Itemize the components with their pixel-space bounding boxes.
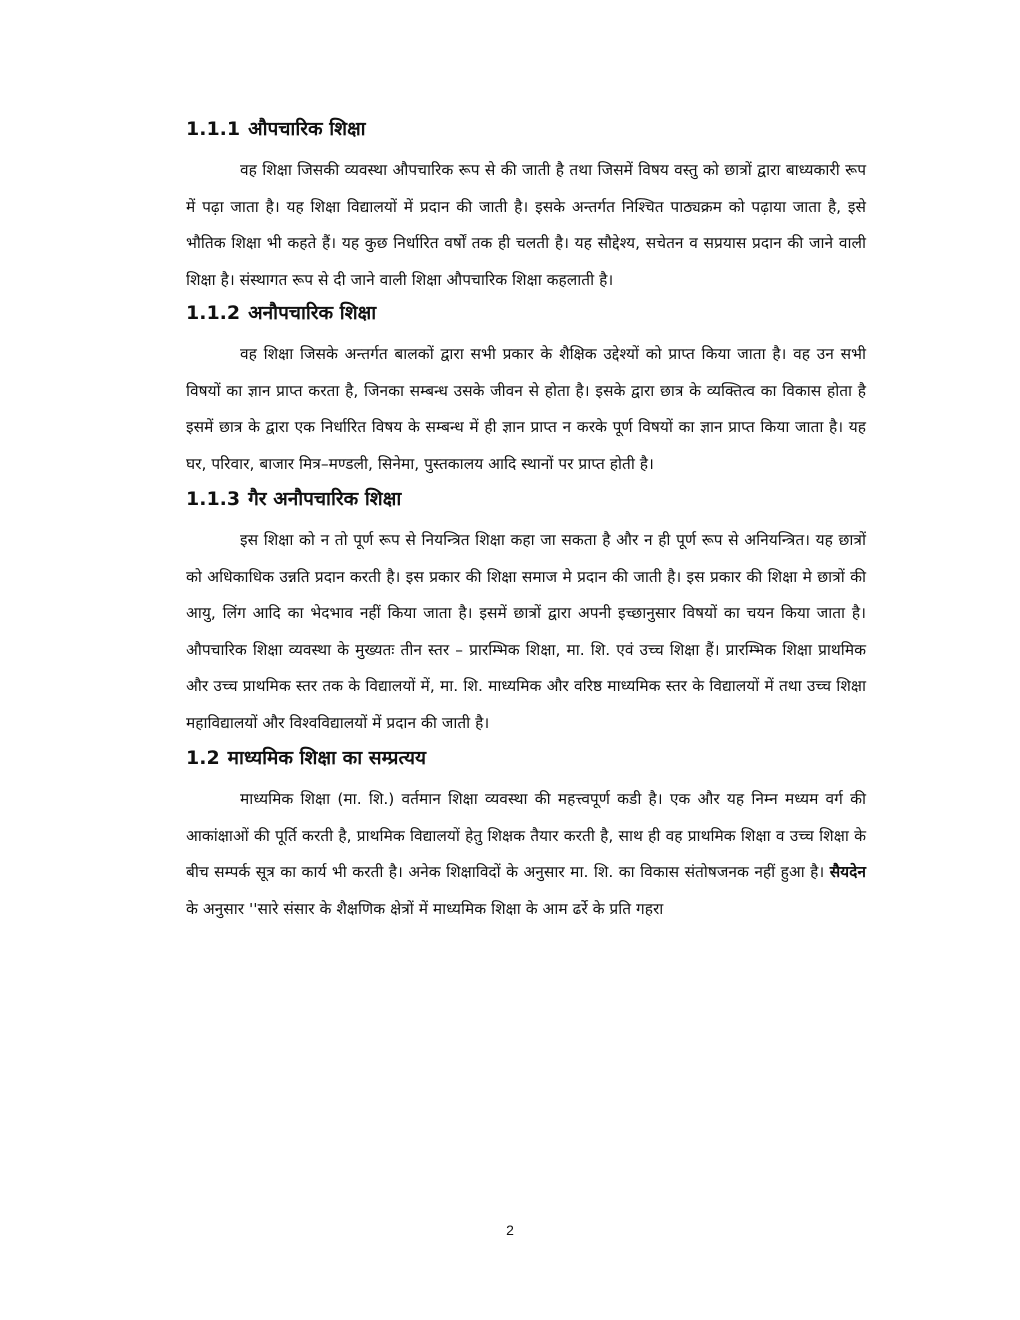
section-heading-1-2 — [186, 743, 866, 773]
section-heading-1-1-1 — [186, 114, 866, 144]
section-paragraph-1-2 — [186, 781, 866, 927]
section-number: 1.1.2 — [186, 302, 241, 324]
paragraph-text: के अनुसार ''सारे संसार के शैक्षणिक क्षेत्रों में माध्यमिक शिक्षा के आम ढर्रे के प्रति गहरा — [186, 899, 664, 918]
section-number: 1.1.1 — [186, 118, 241, 140]
section-heading-1-1-3 — [186, 484, 866, 514]
section-title: गैर अनौपचारिक शिक्षा — [248, 488, 402, 510]
section-paragraph-1-1-1: वह शिक्षा जिसकी व्यवस्था औपचारिक रूप से की जाती है तथा जिसमें विषय वस्तु को छात्रों द्वारा बाध्यकारी रूप में पढ़ा जाता है। यह शिक्षा विद्यालयों में प्रदान की जाती है। इसके अन्तर्गत निश्चित पाठ्यक्रम को पढ़ाया जाता है, इसे भौतिक शिक्षा भी कहते हैं। यह कुछ निर्धारित वर्षों तक ही चलती है। यह सौद्देश्य, सचेतन व सप्रयास प्रदान की जाने वाली शिक्षा है। संस्थागत रूप से दी जाने वाली शिक्षा औपचारिक शिक्षा कहलाती है। — [186, 161, 866, 289]
paragraph-text: माध्यमिक शिक्षा (मा. शि.) वर्तमान शिक्षा व्यवस्था की महत्त्वपूर्ण कडी है। एक और यह निम्न मध्यम वर्ग की आकांक्षाओं की पूर्ति करती है, प्राथमिक विद्यालयों हेतु शिक्षक तैयार करती है, साथ ही वह प्राथमिक शिक्षा व उच्च शिक्षा के बीच सम्पर्क सूत्र का कार्य भी करती है। अनेक शिक्षाविदों के अनुसार मा. शि. का विकास संतोषजनक नहीं हुआ है। — [186, 790, 866, 881]
section-title: औपचारिक शिक्षा — [248, 118, 366, 140]
section-number: 1.2 — [186, 747, 220, 769]
section-paragraph-1-1-2: वह शिक्षा जिसके अन्तर्गत बालकों द्वारा सभी प्रकार के शैक्षिक उद्देश्यों को प्राप्त किया जाता है। वह उन सभी विषयों का ज्ञान प्राप्त करता है, जिनका सम्बन्ध उसके जीवन से होता है। इसके द्वारा छात्र के व्यक्तित्व का विकास होता है इसमें छात्र के द्वारा एक निर्धारित विषय के सम्बन्ध में ही ज्ञान प्राप्त न करके पूर्ण विषयों का ज्ञान प्राप्त किया जाता है। यह घर, परिवार, बाजार मित्र–मण्डली, सिनेमा, पुस्तकालय आदि स्थानों पर प्राप्त होती है। — [186, 345, 866, 473]
page-number: 2 — [506, 1222, 514, 1238]
bold-author-name: सैयदेन — [829, 863, 866, 881]
section-heading-1-1-2 — [186, 298, 866, 328]
page-content — [186, 112, 866, 927]
section-title: अनौपचारिक शिक्षा — [248, 302, 377, 324]
section-number: 1.1.3 — [186, 488, 241, 510]
section-title: माध्यमिक शिक्षा का सम्प्रत्यय — [227, 747, 427, 769]
section-paragraph-1-1-3: इस शिक्षा को न तो पूर्ण रूप से नियन्त्रित शिक्षा कहा जा सकता है और न ही पूर्ण रूप से अनियन्त्रित। यह छात्रों को अधिकाधिक उन्नति प्रदान करती है। इस प्रकार की शिक्षा समाज मे प्रदान की जाती है। इस प्रकार की शिक्षा मे छात्रों की आयु, लिंग आदि का भेदभाव नहीं किया जाता है। इसमें छात्रों द्वारा अपनी इच्छानुसार विषयों का चयन किया जाता है। औपचारिक शिक्षा व्यवस्था के मुख्यतः तीन स्तर – प्रारम्भिक शिक्षा, मा. शि. एवं उच्च शिक्षा हैं। प्रारम्भिक शिक्षा प्राथमिक और उच्च प्राथमिक स्तर तक के विद्यालयों में, मा. शि. माध्यमिक और वरिष्ठ माध्यमिक स्तर के विद्यालयों में तथा उच्च शिक्षा महाविद्यालयों और विश्वविद्यालयों में प्रदान की जाती है। — [186, 531, 866, 732]
